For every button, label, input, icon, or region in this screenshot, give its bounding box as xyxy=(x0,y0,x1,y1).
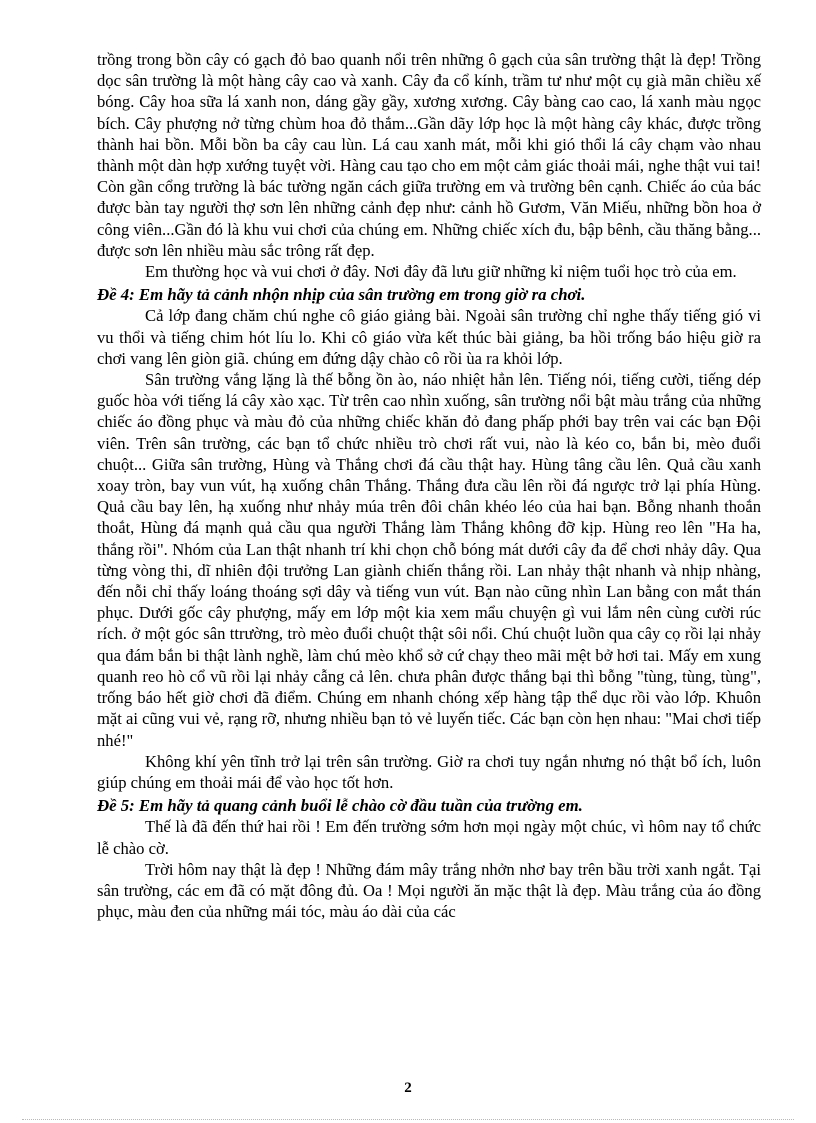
paragraph-6: Thế là đã đến thứ hai rồi ! Em đến trường sớm hơn mọi ngày một chúc, vì hôm nay tổ chức lễ chào cờ. xyxy=(97,817,761,858)
section-heading-de-4: Đề 4: Em hãy tả cảnh nhộn nhịp của sân trường em trong giờ ra chơi. xyxy=(97,285,586,305)
paragraph-1: trồng trong bồn cây có gạch đỏ bao quanh nổi trên những ô gạch của sân trường thật là đẹp! Trồng dọc sân trường là một hàng cây cao và xanh. Cây đa cổ kính, trầm tư như một cụ già mãn chiều xế bóng. Cây hoa sữa lá xanh non, dáng gầy gầy, xương xương. Cây bàng cao cao, lá xanh màu ngọc bích. Cây phượng nở từng chùm hoa đỏ thắm...Gần dãy lớp học là một hàng cây khác, được trồng thành hai bồn. Mỗi bồn ba cây cau lùn. Lá cau xanh mát, mỗi khi gió thổi lá cây chạm vào nhau thành một dàn hợp xướng tuyệt vời. Hàng cau tạo cho em một cảm giác thoải mái, nghe thật vui tai! Còn gần cổng trường là bác tường ngăn cách giữa trường em và trường bên cạnh. Chiếc áo của bác được bàn tay người thợ sơn lên những cảnh đẹp như: cảnh hồ Gươm, Văn Miếu, những bồn hoa ở công viên...Gần đó là khu vui chơi của chúng em. Những chiếc xích đu, bập bênh, cầu thăng bằng... được sơn lên nhiều màu sắc trông rất đẹp. xyxy=(97,50,761,260)
page-number: 2 xyxy=(404,1080,412,1096)
document-body xyxy=(97,49,761,922)
paragraph-5: Không khí yên tĩnh trở lại trên sân trường. Giờ ra chơi tuy ngắn nhưng nó thật bổ ích, luôn giúp chúng em thoải mái để vào học tốt hơn. xyxy=(97,751,761,792)
paragraph-7: Trời hôm nay thật là đẹp ! Những đám mây trắng nhởn nhơ bay trên bầu trời xanh ngắt. Tại sân trường, các em đã có mặt đông đủ. Oa ! Mọi người ăn mặc thật là đẹp. Màu trắng của áo đồng phục, màu đen của những mái tóc, màu áo dài của các xyxy=(97,859,761,922)
section-heading-de-5: Đề 5: Em hãy tả quang cảnh buổi lễ chào cờ đầu tuần của trường em. xyxy=(97,796,583,816)
paragraph-4: Sân trường vắng lặng là thế bỗng ồn ào, náo nhiệt hẳn lên. Tiếng nói, tiếng cười, tiếng dép guốc hòa với tiếng lá cây xào xạc. Từ trên cao nhìn xuống, sân trường nổi bật màu trắng của những chiếc áo đồng phục và màu đỏ của những chiếc khăn đỏ đang phấp phới bay trên vai các bạn Đội viên. Trên sân trường, các bạn tổ chức nhiều trò chơi rất vui, nào là kéo co, bắn bi, mèo đuổi chuột... Giữa sân trường, Hùng và Thắng chơi đá cầu thật hay. Hùng tâng cầu lên. Quả cầu xanh xoay tròn, bay vun vút, hạ xuống chân Thắng. Thắng đưa cầu lên rồi đá ngược trở lại phía Hùng. Quả cầu bay lên, hạ xuống như nhảy múa trên đôi chân khéo léo của hai bạn. Bỗng nhanh thoắn thoắt, Hùng đá mạnh quả cầu qua người Thắng làm Thắng không đỡ kịp. Hùng reo lên "Ha ha, thắng rồi". Nhóm của Lan thật nhanh trí khi chọn chỗ bóng mát dưới cây đa để chơi nhảy dây. Qua từng vòng thi, dĩ nhiên đội trưởng Lan giành chiến thắng rồi. Lan nhảy thật nhanh và nhịp nhàng, đến nỗi chỉ thấy loáng thoáng sợi dây và tiếng vun vút. Bạn nào cũng nhìn Lan bằng con mắt thán phục. Dưới gốc cây phượng, mấy em lớp một kia xem mẩu chuyện gì vui lắm nên cùng cười rúc rích. ở một góc sân ttrường, trò mèo đuổi chuột thật sôi nổi. Chú chuột luồn qua cây cọ rồi lại nhảy qua đám bắn bi thật lành nghề, làm chú mèo khổ sở cứ chạy theo mãi mệt bở hơi tai. Mấy em xung quanh reo hò cổ vũ rồi lại nhảy cẫng cả lên. chưa phân được thắng bại thì bỗng "tùng, tùng, tùng", trống báo hết giờ chơi đã điểm. Chúng em nhanh chóng xếp hàng tập thể dục rồi vào lớp. Khuôn mặt ai cũng vui vẻ, rạng rỡ, nhưng nhiều bạn tỏ vẻ luyến tiếc. Các bạn còn hẹn nhau: "Mai chơi tiếp nhé!" xyxy=(97,370,761,750)
paragraph-3: Cả lớp đang chăm chú nghe cô giáo giảng bài. Ngoài sân trường chỉ nghe thấy tiếng gió vi vu thổi và tiếng chim hót líu lo. Khi cô giáo vừa kết thúc bài giảng, ba hồi trống báo hiệu giờ ra chơi vang lên giòn giã. chúng em đứng dậy chào cô rồi ùa ra khỏi lớp. xyxy=(97,306,761,368)
footer-divider xyxy=(22,1119,794,1120)
paragraph-2: Em thường học và vui chơi ở đây. Nơi đây đã lưu giữ những kỉ niệm tuổi học trò của em. xyxy=(145,262,737,282)
